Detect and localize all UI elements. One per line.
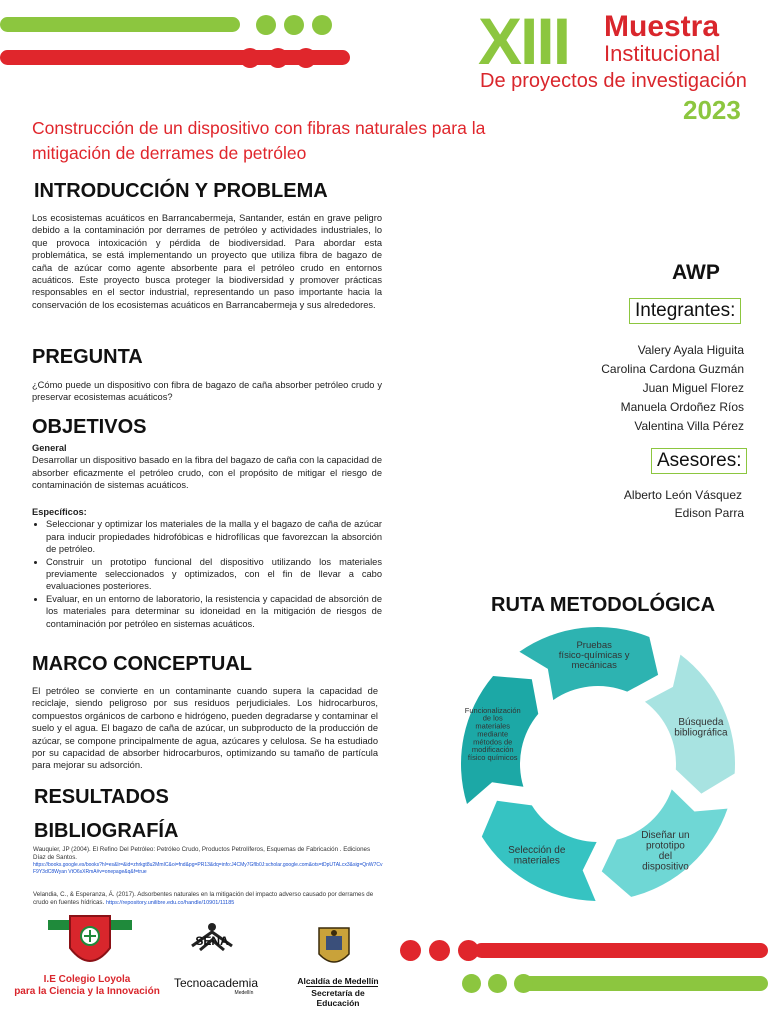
event-logo-xiii: XIII bbox=[478, 4, 570, 78]
objetivos-heading: OBJETIVOS bbox=[32, 416, 147, 438]
colegio-loyola-shield-logo bbox=[48, 912, 132, 974]
alcaldia-label: Alcaldía de Medellín bbox=[297, 976, 379, 986]
cycle-step-label-line: materiales bbox=[513, 855, 560, 867]
cycle-step-label bbox=[641, 830, 689, 873]
reference-1 bbox=[33, 846, 383, 875]
reference-link[interactable]: https://repository.unilibre.edu.co/handle/10901/11185 bbox=[105, 900, 235, 906]
tecnoacademia-label: Tecnoacademia bbox=[173, 976, 259, 990]
event-logo-institucional: Institucional bbox=[604, 41, 721, 66]
cycle-step-label-line: físico químicos bbox=[467, 753, 518, 763]
decor-dot bbox=[514, 974, 533, 993]
decor-bar-green-bottom bbox=[520, 976, 768, 991]
objetivos-general-label: General bbox=[32, 443, 67, 453]
cycle-step-label-line: físico-químicas y bbox=[558, 649, 630, 661]
decor-dot bbox=[312, 15, 332, 35]
pregunta-heading: PREGUNTA bbox=[32, 346, 143, 368]
reference-text: Velandia, C., & Esperanza, Á. (2017). Adsorbentes naturales en la mitigación del impacto adverso causado por derrames de crudo en fuentes hídricas. bbox=[33, 891, 374, 906]
cycle-step-label-line: Búsqueda bbox=[678, 716, 724, 728]
reference-2 bbox=[33, 891, 383, 907]
list-item: • Evaluar, en un entorno de laboratorio, la resistencia y capacidad de absorción de los materiales para determinar su idoneidad en la mitigación de riesgos de contaminación por petróleo en sistemas acuáticos. bbox=[46, 593, 382, 630]
list-item: • Seleccionar y optimizar los materiales de la malla y el bagazo de caña de azúcar para inducir propiedades hidrofóbicas e hidrofílicas que favorezcan la absorción de petróleo. bbox=[46, 518, 382, 555]
team-name: AWP bbox=[672, 261, 720, 284]
alcaldia-medellin-crest-icon bbox=[317, 924, 351, 970]
marco-text: El petróleo se convierte en un contaminante cuando supera la capacidad de reciclaje, siendo peligroso por sus residuos perjudiciales. Los hidrocarburos, compuestos orgánicos de carbono e hidrógeno, pueden degradarse y contaminar el suelo y el agua. El bagazo de caña de azúcar, un subproducto de la producción de azúcar, se compone principalmente de agua, azúcares y celulosa. Se ha estudiado por su capacidad de absorber hidrocarburos, optimizando su tamaño de partícula para mejorar su adsorción. bbox=[32, 686, 378, 771]
cycle-step-label-line: prototipo bbox=[645, 840, 685, 852]
cycle-step-label-line: Funcionalización bbox=[464, 705, 521, 715]
cycle-step-label-line: de los bbox=[482, 713, 503, 723]
cycle-step-label-line: métodos de bbox=[473, 737, 513, 747]
cycle-step-label-line: modificación bbox=[471, 745, 514, 755]
integrantes-label: Integrantes: bbox=[629, 298, 741, 324]
cycle-step-label-line: Selección de bbox=[508, 845, 566, 857]
resultados-heading: RESULTADOS bbox=[34, 786, 169, 808]
decor-dot bbox=[240, 48, 260, 68]
member-name: Valery Ayala Higuita bbox=[637, 343, 744, 357]
member-name: Juan Miguel Florez bbox=[642, 381, 744, 395]
event-logo-muestra: Muestra bbox=[604, 10, 720, 43]
decor-dot bbox=[462, 974, 481, 993]
intro-heading: INTRODUCCIÓN Y PROBLEMA bbox=[34, 180, 328, 202]
cycle-step-label-line: mediante bbox=[477, 729, 509, 739]
tecnoacademia-city: Medellín bbox=[234, 990, 254, 996]
decor-dot bbox=[284, 15, 304, 35]
ruta-heading: RUTA METODOLÓGICA bbox=[491, 594, 716, 616]
list-item: • Construir un prototipo funcional del dispositivo utilizando los materiales previamente seleccionados y optimizados, con el fin de llevar a cabo evaluaciones posteriores. bbox=[46, 556, 382, 593]
cycle-step-label-line: mecánicas bbox=[571, 659, 617, 671]
member-name: Manuela Ordoñez Ríos bbox=[620, 400, 744, 414]
cycle-step-label-line: Diseñar un bbox=[641, 830, 690, 842]
poster-title: Construcción de un dispositivo con fibras naturales para la mitigación de derrames de petróleo bbox=[32, 118, 486, 163]
objetivos-especificos bbox=[32, 506, 382, 630]
cycle-step-label-line: del bbox=[658, 851, 673, 863]
reference-text: Wauquier, JP (2004). El Refino Del Petróleo: Petróleo Crudo, Productos Petrolíferos, Esquemas de Fabricación . Ediciones Díaz de Santos. bbox=[33, 846, 371, 861]
ruta-cycle-diagram bbox=[430, 624, 768, 908]
member-name: Carolina Cardona Guzmán bbox=[601, 362, 744, 376]
event-logo-subtitle: De proyectos de investigación bbox=[480, 70, 747, 92]
marco-heading: MARCO CONCEPTUAL bbox=[32, 653, 252, 675]
colegio-line1: I.E Colegio Loyola bbox=[43, 974, 131, 985]
decor-dot bbox=[296, 48, 316, 68]
secretaria-label: Secretaría de Educación bbox=[311, 988, 365, 1008]
pregunta-text: ¿Cómo puede un dispositivo con fibra de bagazo de caña absorber petróleo crudo y preservar ecosistemas acuáticos? bbox=[32, 380, 382, 403]
event-logo-year: 2023 bbox=[683, 95, 741, 125]
decor-dot bbox=[488, 974, 507, 993]
objetivos-general-text: Desarrollar un dispositivo basado en la fibra del bagazo de caña con la capacidad de absorber eficazmente el petróleo crudo, con el propósito de mitigar el riesgo de contaminación de sistemas acuáticos. bbox=[32, 455, 382, 491]
decor-dot bbox=[429, 940, 450, 961]
advisor-name: Edison Parra bbox=[674, 506, 744, 520]
colegio-name bbox=[8, 974, 166, 998]
alcaldia-divider bbox=[306, 986, 378, 987]
decor-dot bbox=[256, 15, 276, 35]
colegio-line2: para la Ciencia y la Innovación bbox=[14, 986, 160, 997]
reference-link[interactable]: https://books.google.es/books?hl=es&lr=&id=zhrkgt8u2MmIC&oi=fnd&pg=PR13&dq=info:J4CMy7GfIb0J:scholar.google.com&ots=tDpUTALcx3&sig=QnW7CvF9Y3dC8Wyan VtO6sXRmA#v=onepage&q&f=true bbox=[33, 862, 383, 875]
objetivos-especificos-label: Específicos: bbox=[32, 507, 87, 517]
cycle-step-label-line: dispositivo bbox=[642, 861, 689, 873]
cycle-step-label bbox=[674, 717, 728, 739]
cycle-step-label-line: materiales bbox=[475, 721, 511, 731]
bibliografia-heading: BIBLIOGRAFÍA bbox=[34, 820, 179, 842]
sena-label: SENA bbox=[195, 934, 229, 948]
decor-dot bbox=[400, 940, 421, 961]
asesores-label: Asesores: bbox=[651, 448, 747, 474]
cycle-step-label bbox=[508, 845, 566, 867]
decor-bar-red-bottom bbox=[474, 943, 768, 958]
cycle-step-label-line: Pruebas bbox=[576, 639, 612, 651]
advisor-name: Alberto León Vásquez bbox=[623, 488, 742, 502]
decor-bar-green-top bbox=[0, 17, 240, 32]
member-name: Valentina Villa Pérez bbox=[634, 419, 744, 433]
intro-text: Los ecosistemas acuáticos en Barrancabermeja, Santander, están en grave peligro debido a la contaminación por derrames de petróleo y actividades industriales, lo que provoca intoxicación y pérdida de biodiversidad. Para abordar esta problemática, se está implementando un proyecto que utiliza fibra de bagazo de caña de azúcar como agente absorbente para el petróleo crudo en entornos acuáticos. Este proyecto busca proteger la biodiversidad y promover prácticas responsables en el sector industrial, representando un paso importante hacia la conservación de los ecosistemas acuáticos en Barrancabermeja y sus alrededores. bbox=[32, 213, 382, 310]
objetivos-general bbox=[32, 442, 382, 492]
decor-dot bbox=[268, 48, 288, 68]
cycle-step-label-line: bibliográfica bbox=[674, 727, 728, 739]
